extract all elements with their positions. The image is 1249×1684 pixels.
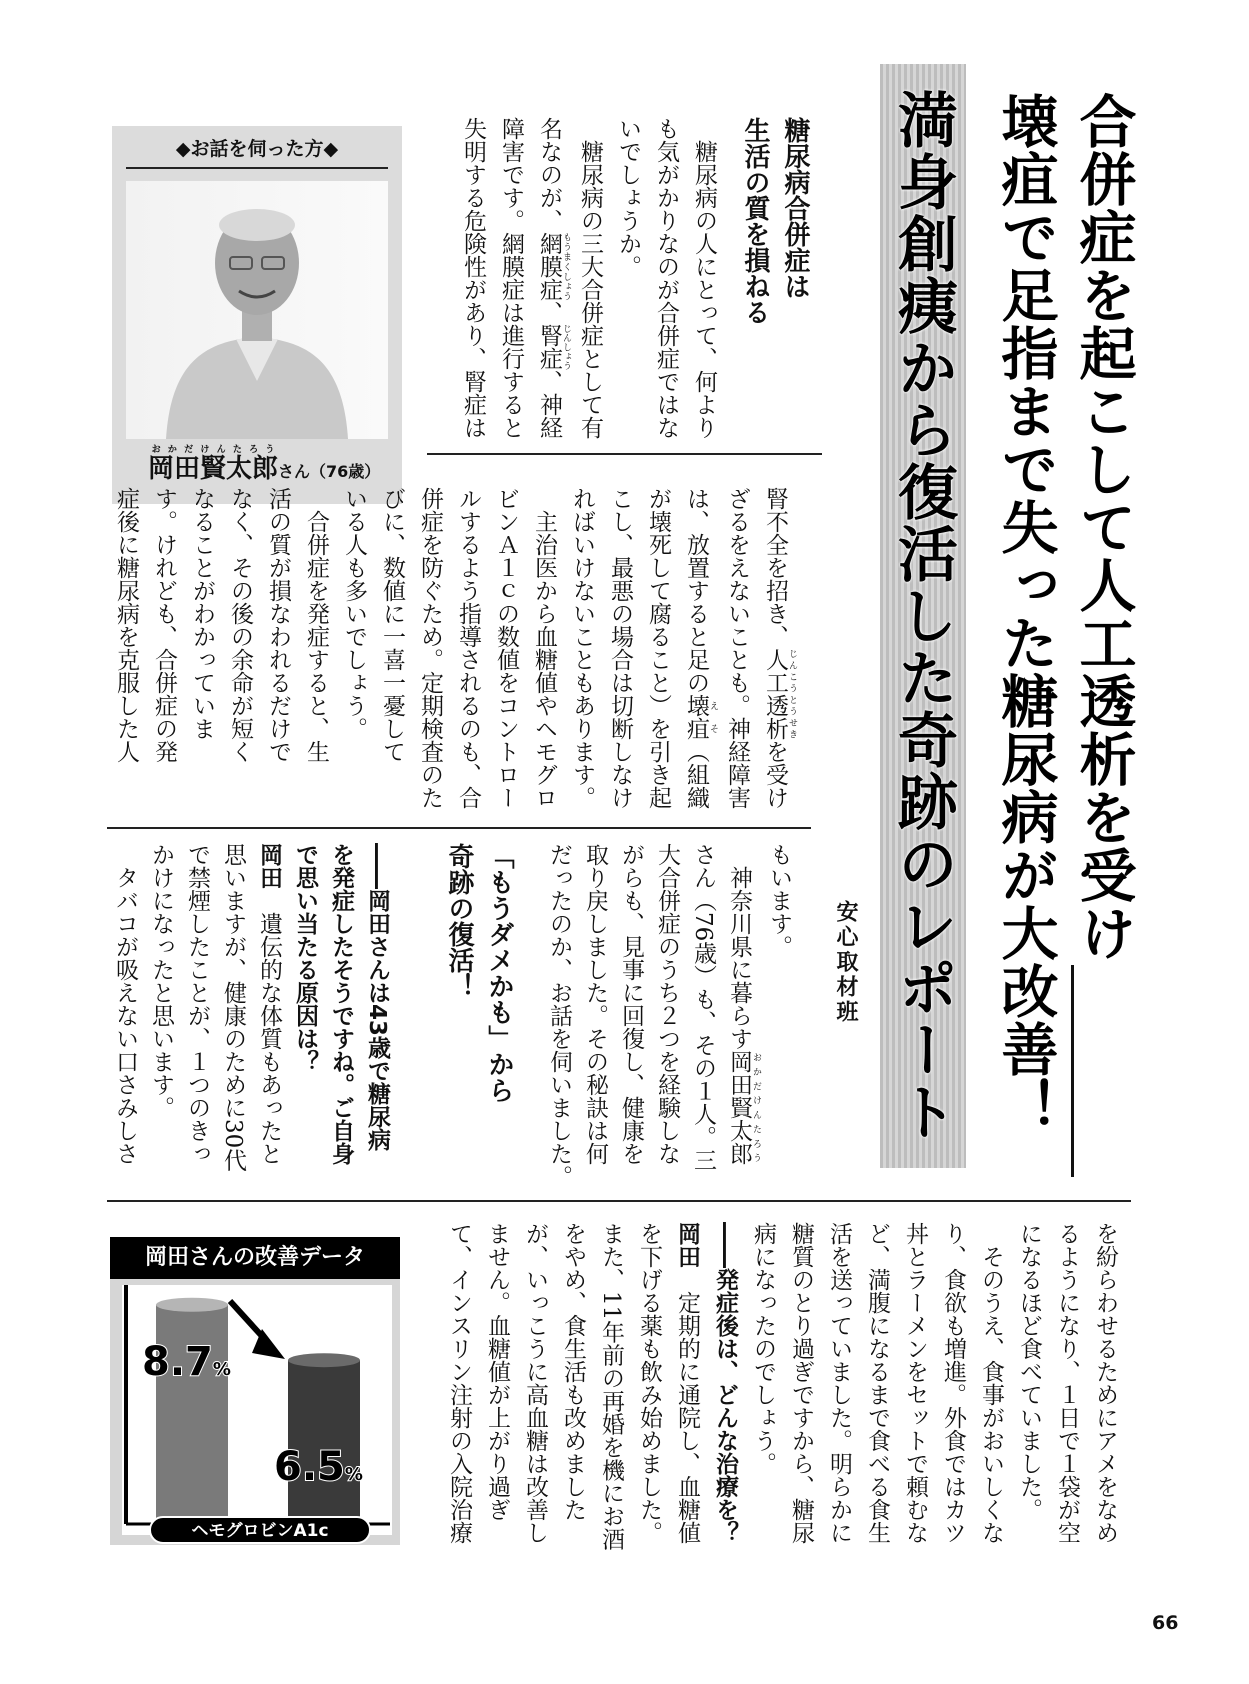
text-column: [735, 117, 775, 447]
text-column: [761, 843, 797, 1173]
text-column: [439, 843, 479, 1173]
text-column: [183, 487, 221, 807]
text-column: [554, 1222, 592, 1597]
text-line: いる人も多いでしょう。: [341, 487, 367, 740]
text-line: が、いっこうに高血糖は改善し: [522, 1222, 548, 1544]
text-line: 合併症を発症すると、生: [303, 487, 329, 763]
text-line: 大合併症のうち２つを経験しな: [654, 843, 680, 1165]
text-line: を下げる薬も飲み始めました。: [636, 1222, 662, 1544]
text-line: 障害です。網膜症は進行すると: [498, 117, 524, 439]
section-c-intro: [541, 843, 797, 1188]
text-segment: を受け: [762, 740, 788, 809]
text-column: [221, 487, 259, 807]
text-line: 奇跡の復活！: [444, 843, 474, 999]
interview-question-1: [287, 843, 395, 1173]
text-line: 活を送っていました。明らかに: [826, 1222, 852, 1544]
chart-title: 岡田さんの改善データ: [110, 1237, 400, 1279]
text-column: [1086, 1222, 1124, 1597]
text-column: [492, 117, 530, 447]
interview-answer-1: [107, 843, 287, 1173]
text-column: [479, 843, 519, 1173]
ruby-word: 壊疽 えそ: [683, 694, 718, 740]
text-line: なく、その後の余命が短く: [227, 487, 253, 763]
text-line: ビンＡ１ｃの数値をコントロー: [493, 487, 519, 809]
text-column: [145, 487, 183, 807]
text-column: [934, 1222, 972, 1597]
text-line: ません。血糖値が上がり過ぎ: [484, 1222, 510, 1521]
section-d: [418, 1222, 1124, 1597]
text-line: になるほど食べていました。: [1016, 1222, 1042, 1521]
text-column: [896, 1222, 934, 1597]
title-divider: [1071, 965, 1074, 1177]
bar-2: [288, 1360, 360, 1524]
section-d-body: [744, 1222, 1124, 1597]
text-column: [782, 1222, 820, 1597]
text-column: [685, 843, 721, 1173]
divider-1: [427, 453, 822, 455]
text-column: [571, 117, 609, 447]
text-column: [323, 843, 359, 1173]
text-line: いでしょうか。: [615, 117, 641, 278]
chart-plot: [110, 1279, 400, 1545]
text-line: 糖尿病の人にとって、何より: [691, 117, 717, 439]
text-line: 定期的に通院し、血糖値: [674, 1268, 700, 1544]
text-line: ルするよう指導されるのも、合: [455, 487, 481, 809]
text-line: 「もうダメかも」から: [484, 843, 514, 1103]
text-line: 取り戻しました。その秘訣は何: [582, 843, 608, 1165]
data-label-2: 6.5%: [274, 1444, 363, 1491]
text-column: [487, 487, 525, 807]
text-column: [107, 843, 143, 1173]
section-c: [100, 843, 797, 1188]
text-column: [820, 1222, 858, 1597]
profile-box: [112, 126, 402, 504]
text-column: [259, 487, 297, 807]
text-line: ――岡田さんは43歳で糖尿病: [364, 843, 390, 1152]
text-line: を発症したそうですね。ご自身: [328, 843, 354, 1165]
ruby-word: 人工透析 じんこうとうせき: [762, 648, 797, 740]
text-column: [639, 487, 677, 807]
text-column: [706, 1222, 744, 1597]
text-line: 丼とラーメンをセットで頼むな: [902, 1222, 928, 1544]
text-column: [1010, 1222, 1048, 1597]
section-a-body: [454, 117, 723, 447]
text-segment: 名なのが、: [536, 117, 562, 232]
section-a-heading: [735, 117, 815, 447]
ruby-word: 網膜症 もうまくしょう: [536, 232, 571, 301]
text-line: そのうえ、食事がおいしくな: [978, 1222, 1004, 1544]
text-line: 失明する危険性があり、腎症は: [460, 117, 486, 439]
byline: 安心取材班: [833, 900, 858, 1025]
profile-name-ruby: おかだけんたろう: [148, 445, 279, 455]
text-column: [359, 843, 395, 1173]
text-column: [649, 843, 685, 1173]
text-segment: （組織: [683, 740, 709, 809]
text-line: 生活の質を損ねる: [740, 117, 770, 325]
text-column: [677, 487, 718, 807]
text-column: [972, 1222, 1010, 1597]
text-column: [215, 843, 251, 1173]
interview-question-2: [706, 1222, 744, 1597]
text-line: タバコが吸えない口さみしさ: [112, 843, 138, 1165]
profile-photo: [126, 181, 388, 439]
text-column: [287, 843, 323, 1173]
profile-header-rule: [126, 167, 388, 169]
text-line: 活の質が損なわれるだけで: [265, 487, 291, 763]
text-line: なることがわかっていま: [189, 487, 215, 740]
text-line: こし、最悪の場合は切断しなけ: [607, 487, 633, 809]
text-column: [592, 1222, 630, 1597]
divider-3: [107, 1200, 1131, 1202]
text-column: [630, 1222, 668, 1597]
headline-line-2: 壊疽で足指まで失った糖尿病が大改善！: [992, 92, 1058, 1136]
text-column: [297, 487, 335, 807]
text-line: さん（76歳）も、その１人。三: [690, 843, 716, 1172]
data-label-unit: %: [212, 1358, 231, 1380]
text-line: で思い当たる原因は？: [292, 843, 318, 1073]
text-segment: は、放置すると足の: [683, 487, 709, 694]
text-line: で禁煙したことが、１つのきっ: [184, 843, 210, 1165]
interview-answer-2: [440, 1222, 706, 1597]
text-column: [411, 487, 449, 807]
text-line: を紛らわせるためにアメをなめ: [1092, 1222, 1118, 1544]
text-column: [756, 487, 797, 807]
improvement-chart: [110, 1237, 400, 1545]
text-column: [440, 1222, 478, 1597]
headline-line-1: 合併症を起こして人工透析を受け: [1070, 92, 1136, 962]
speaker-label: 岡田: [256, 843, 282, 889]
text-line: だったのか、お話を伺いました。: [546, 843, 572, 1188]
text-line: るようになり、１日で１袋が空: [1054, 1222, 1080, 1544]
text-line: 糖尿病の三大合併症として有: [577, 117, 603, 439]
profile-header: ◆お話を伺った方◆: [175, 138, 339, 160]
text-line: 糖質のとり過ぎですから、糖尿: [788, 1222, 814, 1544]
text-line: がらも、見事に回復し、健康を: [618, 843, 644, 1165]
profile-name-line: [148, 445, 402, 485]
bar-top-2: [288, 1353, 360, 1367]
profile-age: さん（76歳）: [278, 462, 381, 481]
x-axis-label: ヘモグロビンA1c: [191, 1521, 329, 1541]
text-line: 病になったのでしょう。: [750, 1222, 776, 1475]
text-line: て、インスリン注射の入院治療: [446, 1222, 472, 1544]
text-line: ざるをえないことも。神経障害: [724, 487, 750, 809]
text-line: り、食欲も増進。外食ではカツ: [940, 1222, 966, 1544]
bar-1: [156, 1305, 228, 1524]
text-column: [858, 1222, 896, 1597]
text-segment: 腎不全を招き、: [762, 487, 788, 648]
text-line: をやめ、食生活も改めました: [560, 1222, 586, 1521]
text-line: また、11年前の再婚を機にお酒: [598, 1222, 624, 1551]
section-a: [425, 117, 815, 447]
text-segment: 、: [536, 301, 562, 324]
text-line: 遺伝的な体質もあったと: [256, 889, 282, 1165]
text-column: [613, 843, 649, 1173]
text-column: [718, 487, 756, 807]
text-column: [1048, 1222, 1086, 1597]
bar-top-1: [156, 1298, 228, 1312]
text-line: かけになったと思います。: [148, 843, 174, 1119]
text-line: ればいけないこともあります。: [569, 487, 595, 809]
text-column: [685, 117, 723, 447]
text-line: が壊死して腐ること）を引き起: [645, 487, 671, 809]
text-segment: 、神経: [536, 370, 562, 439]
text-column: [577, 843, 613, 1173]
text-column: [609, 117, 647, 447]
text-line: も気がかりなのが合併症ではな: [653, 117, 679, 439]
text-column: [449, 487, 487, 807]
text-column: [478, 1222, 516, 1597]
text-column: [143, 843, 179, 1173]
text-line: 思いますが、健康のために30代: [220, 843, 246, 1172]
ruby-word: 岡田賢太郎 おかだけんたろう: [726, 1050, 761, 1165]
text-column: [541, 843, 577, 1188]
subtitle-text: 満身創痍から復活した奇跡のレポート: [888, 89, 958, 1143]
text-column: [647, 117, 685, 447]
data-label-unit: %: [344, 1464, 363, 1486]
person-photo-icon: [126, 181, 388, 439]
text-column: [335, 487, 373, 807]
profile-name: 岡田賢太郎: [148, 454, 279, 484]
text-column: [601, 487, 639, 807]
subtitle-band: [880, 64, 966, 1168]
text-column: [721, 843, 761, 1173]
section-b-body: [100, 487, 797, 807]
text-column: [516, 1222, 554, 1597]
text-line: 併症を防ぐため。定期検査のた: [417, 487, 443, 809]
text-column: [107, 487, 145, 807]
section-c-heading: [439, 843, 519, 1173]
data-label-1: 8.7%: [142, 1338, 231, 1385]
text-line: びに、数値に一喜一憂して: [379, 487, 405, 763]
text-column: [251, 843, 287, 1173]
text-line: 主治医から血糖値やヘモグロ: [531, 487, 557, 809]
text-column: [775, 117, 815, 447]
ruby-word: 腎症 じんしょう: [536, 324, 571, 370]
text-column: [454, 117, 492, 447]
text-column: [373, 487, 411, 807]
speaker-label: 岡田: [674, 1222, 700, 1268]
text-column: [668, 1222, 706, 1597]
text-segment: 神奈川県に暮らす: [726, 843, 752, 1050]
text-column: [530, 117, 571, 447]
text-column: [179, 843, 215, 1173]
text-line: ど、満腹になるまで食べる食生: [864, 1222, 890, 1544]
text-line: ――発症後は、どんな治療を？: [712, 1222, 738, 1544]
text-column: [563, 487, 601, 807]
text-line: 症後に糖尿病を克服した人: [113, 487, 139, 763]
text-line: す。けれども、合併症の発: [151, 487, 177, 763]
page-number: 66: [1152, 1612, 1179, 1634]
divider-2: [107, 827, 811, 829]
text-line: 糖尿病合併症は: [780, 117, 810, 299]
text-line: もいます。: [766, 843, 792, 958]
text-column: [525, 487, 563, 807]
text-column: [744, 1222, 782, 1597]
